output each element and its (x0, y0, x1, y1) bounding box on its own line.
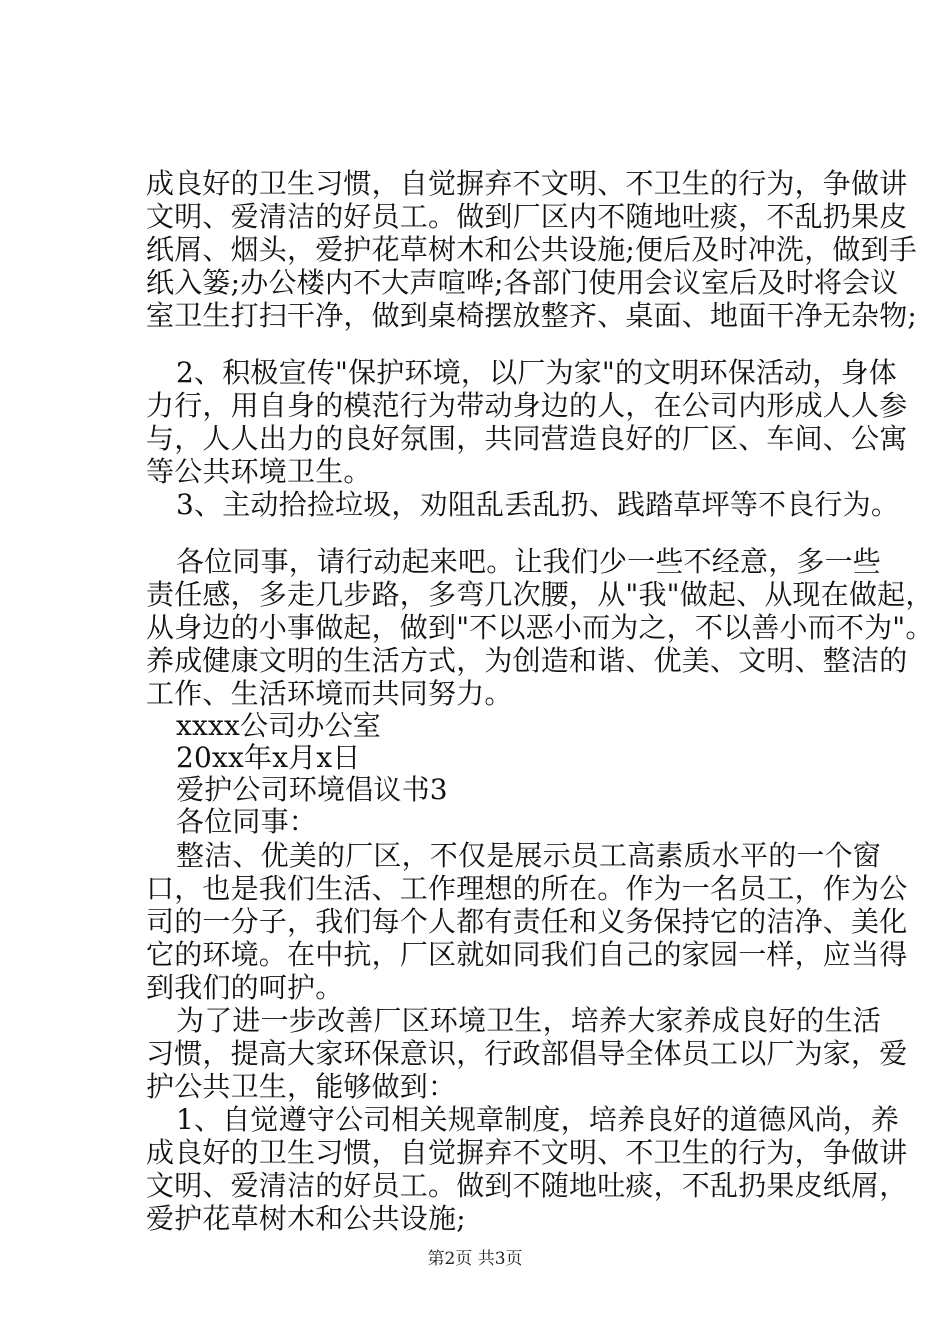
body-line: 它的环境。在中抗，厂区就如同我们自己的家园一样，应当得 (146, 938, 908, 971)
signature-org: xxxx公司办公室 (176, 709, 381, 742)
body-line: 与，人人出力的良好氛围，共同营造良好的厂区、车间、公寓 (146, 422, 908, 455)
body-line: 纸入篓;办公楼内不大声喧哗;各部门使用会议室后及时将会议 (146, 266, 899, 299)
body-line: 文明、爱清洁的好员工。做到厂区内不随地吐痰，不乱扔果皮 (146, 200, 908, 233)
body-line: 责任感，多走几步路，多弯几次腰，从"我"做起、从现在做起， (146, 578, 934, 611)
body-line: 力行，用自身的模范行为带动身边的人，在公司内形成人人参 (146, 389, 908, 422)
salutation: 各位同事： (176, 805, 318, 838)
body-line: 工作、生活环境而共同努力。 (146, 677, 513, 710)
page-footer: 第2页 共3页 (427, 1249, 523, 1269)
body-line: 习惯，提高大家环保意识，行政部倡导全体员工以厂为家，爱 (146, 1037, 908, 1070)
body-line: 从身边的小事做起，做到"不以恶小而为之，不以善小而不为"。 (146, 611, 934, 644)
body-line: 2、积极宣传"保护环境，以厂为家"的文明环保活动，身体 (176, 356, 897, 389)
body-line: 1、自觉遵守公司相关规章制度，培养良好的道德风尚，养 (176, 1103, 900, 1136)
body-line: 成良好的卫生习惯，自觉摒弃不文明、不卫生的行为，争做讲 (146, 1136, 908, 1169)
body-line: 整洁、优美的厂区，不仅是展示员工高素质水平的一个窗 (176, 839, 882, 872)
body-line: 司的一分子，我们每个人都有责任和义务保持它的洁净、美化 (146, 905, 908, 938)
signature-date: 20xx年x月x日 (176, 741, 361, 774)
body-line: 等公共环境卫生。 (146, 455, 372, 488)
body-line: 到我们的呵护。 (146, 971, 344, 1004)
body-line: 为了进一步改善厂区环境卫生，培养大家养成良好的生活 (176, 1004, 882, 1037)
body-line: 各位同事，请行动起来吧。让我们少一些不经意，多一些 (176, 545, 882, 578)
body-line: 3、主动拾捡垃圾，劝阻乱丢乱扔、践踏草坪等不良行为。 (176, 488, 900, 521)
body-line: 文明、爱清洁的好员工。做到不随地吐痰，不乱扔果皮纸屑， (146, 1169, 908, 1202)
body-line: 成良好的卫生习惯，自觉摒弃不文明、不卫生的行为，争做讲 (146, 167, 908, 200)
body-line: 口，也是我们生活、工作理想的所在。作为一名员工，作为公 (146, 872, 908, 905)
body-line: 养成健康文明的生活方式，为创造和谐、优美、文明、整洁的 (146, 644, 908, 677)
body-line: 纸屑、烟头，爱护花草树木和公共设施;便后及时冲洗，做到手 (146, 233, 918, 266)
body-line: 护公共卫生，能够做到： (146, 1070, 457, 1103)
section-title: 爱护公司环境倡议书3 (176, 773, 448, 806)
body-line: 爱护花草树木和公共设施; (146, 1202, 466, 1235)
body-line: 室卫生打扫干净，做到桌椅摆放整齐、桌面、地面干净无杂物; (146, 299, 918, 332)
